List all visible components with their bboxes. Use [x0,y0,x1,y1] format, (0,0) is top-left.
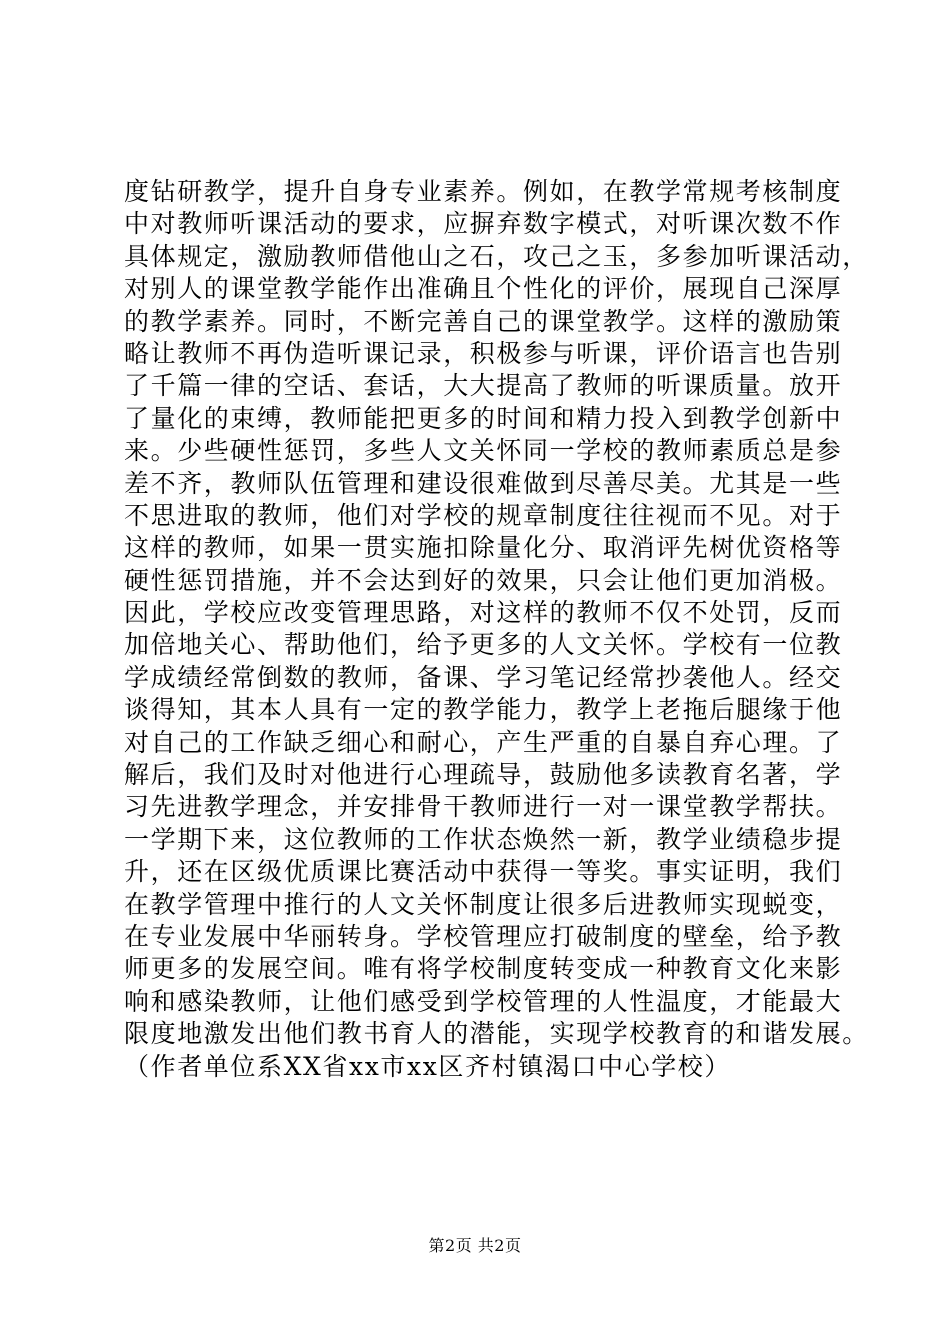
text-line: 一学期下来，这位教师的工作状态焕然一新，教学业绩稳步提 [124,824,843,854]
text-line: 对自己的工作缺乏细心和耐心，产生严重的自暴自弃心理。了 [124,727,843,757]
text-line: 了量化的束缚，教师能把更多的时间和精力投入到教学创新中 [124,403,843,433]
text-line: 习先进教学理念，并安排骨干教师进行一对一课堂教学帮扶。 [124,792,843,822]
text-line: 了千篇一律的空话、套话，大大提高了教师的听课质量。放开 [124,371,843,401]
text-line: 在专业发展中华丽转身。学校管理应打破制度的壁垒，给予教 [124,921,843,951]
text-line: 升，还在区级优质课比赛活动中获得一等奖。事实证明，我们 [124,857,843,887]
page-number-footer: 第2页 共2页 [428,1236,522,1255]
text-line: 不思进取的教师，他们对学校的规章制度往往视而不见。对于 [124,500,843,530]
text-line: 中对教师听课活动的要求，应摒弃数字模式，对听课次数不作 [124,209,843,239]
text-line: 响和感染教师，让他们感受到学校管理的人性温度，才能最大 [124,986,843,1016]
text-line: 硬性惩罚措施，并不会达到好的效果，只会让他们更加消极。 [124,565,843,595]
text-line: 的教学素养。同时，不断完善自己的课堂教学。这样的激励策 [124,306,843,336]
text-line: 具体规定，激励教师借他山之石，攻己之玉，多参加听课活动， [124,241,869,271]
author-affiliation: （作者单位系XX省xx市xx区齐村镇渴口中心学校） [124,1051,731,1081]
text-line: 在教学管理中推行的人文关怀制度让很多后进教师实现蜕变， [124,889,843,919]
text-line: 略让教师不再伪造听课记录，积极参与听课，评价语言也告别 [124,338,843,368]
text-line: 来。少些硬性惩罚，多些人文关怀同一学校的教师素质总是参 [124,436,843,466]
text-line: 谈得知，其本人具有一定的教学能力，教学上老拖后腿缘于他 [124,695,843,725]
text-line: 差不齐，教师队伍管理和建设很难做到尽善尽美。尤其是一些 [124,468,843,498]
text-line: 解后，我们及时对他进行心理疏导，鼓励他多读教育名著，学 [124,760,843,790]
text-line: 限度地激发出他们教书育人的潜能，实现学校教育的和谐发展。 [124,1019,869,1049]
text-line: 因此，学校应改变管理思路，对这样的教师不仅不处罚，反而 [124,598,843,628]
text-line: 对别人的课堂教学能作出准确且个性化的评价，展现自己深厚 [124,274,843,304]
text-line: 师更多的发展空间。唯有将学校制度转变成一种教育文化来影 [124,954,843,984]
text-line: 学成绩经常倒数的教师，备课、学习笔记经常抄袭他人。经交 [124,662,843,692]
body-text [124,176,869,1083]
text-line: 加倍地关心、帮助他们，给予更多的人文关怀。学校有一位教 [124,630,843,660]
text-line: 度钻研教学，提升自身专业素养。例如，在教学常规考核制度 [124,177,843,206]
text-line: 这样的教师，如果一贯实施扣除量化分、取消评先树优资格等 [124,533,843,563]
